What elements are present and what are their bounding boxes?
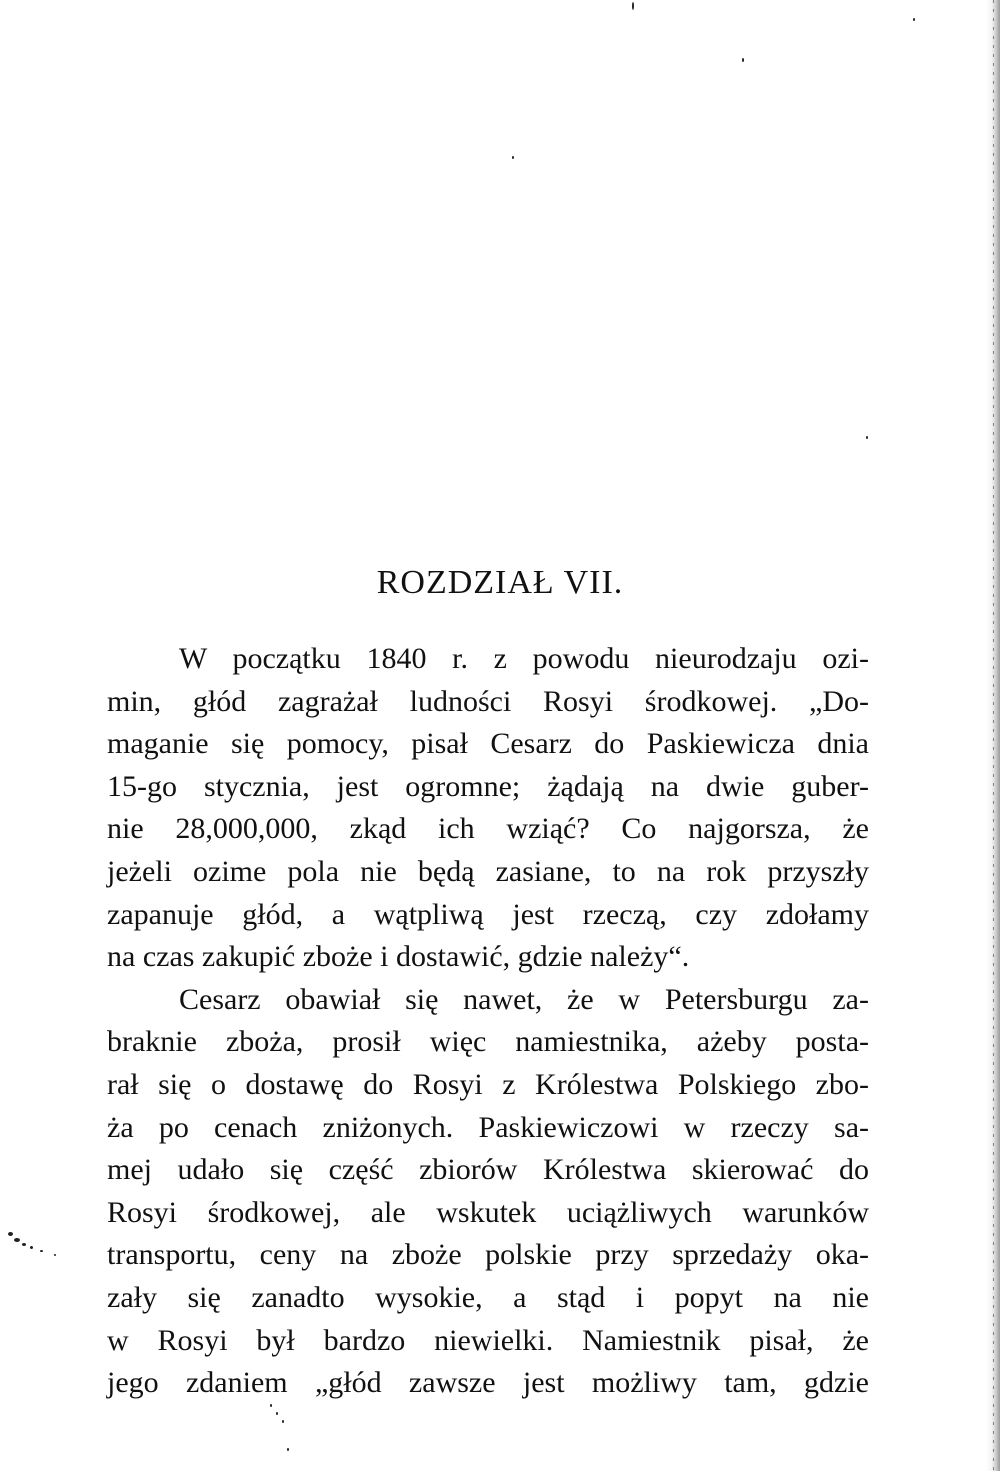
text-line: zały się zanadto wysokie, a stąd i popyt na nie [107,1280,869,1314]
scan-speck [40,1250,43,1252]
chapter-body [107,638,869,1405]
text-line: maganie się pomocy, pisał Cesarz do Paskiewicza dnia [107,727,869,761]
scan-speck [30,1246,33,1249]
scan-speck [742,58,744,62]
scan-speck [22,1243,26,1246]
text-line: w Rosyi był bardzo niewielki. Namiestnik pisał, że [107,1323,869,1357]
scan-speck [913,18,915,21]
scan-speck [54,1254,56,1256]
text-line: braknie zboża, prosił więc namiestnika, ażeby posta- [107,1025,869,1059]
chapter-title: ROZDZIAŁ VII. [376,564,624,601]
scan-speck [866,436,868,439]
text-line: mej udało się część zbiorów Królestwa skierować do [107,1153,869,1187]
scan-speck [8,1232,13,1236]
text-line: ża po cenach zniżonych. Paskiewiczowi w rzeczy sa- [107,1110,869,1144]
text-line: min, głód zagrażał ludności Rosyi środkowej. „Do- [107,684,869,718]
text-line: W początku 1840 r. z powodu nieurodzaju ozi- [179,642,869,675]
text-line: na czas zakupić zboże i dostawić, gdzie należy“. [107,940,690,974]
text-line: rał się o dostawę do Rosyi z Królestwa Polskiego zbo- [107,1067,869,1101]
scan-speck [14,1238,20,1242]
text-line: Rosyi środkowej, ale wskutek uciążliwych warunków [107,1195,869,1229]
scan-speck [632,2,634,10]
text-line: zapanuje głód, a wątpliwą jest rzeczą, czy zdołamy [107,897,869,931]
text-line: transportu, ceny na zboże polskie przy sprzedaży oka- [107,1238,869,1272]
text-line: 15-go stycznia, jest ogromne; żądają na dwie guber- [107,769,869,803]
page-edge-shadow [993,0,994,1471]
text-line: Cesarz obawiał się nawet, że w Petersburgu za- [179,982,869,1016]
scan-speck [276,1412,278,1415]
scan-speck [282,1420,284,1423]
scan-speck [287,1448,289,1451]
scan-speck [512,156,514,159]
text-line: jego zdaniem „głód zawsze jest możliwy tam, gdzie [107,1366,869,1400]
text-line: nie 28,000,000, zkąd ich wziąć? Co najgorsza, że [107,812,869,846]
text-line: jeżeli ozime pola nie będą zasiane, to na rok przyszły [107,854,869,888]
